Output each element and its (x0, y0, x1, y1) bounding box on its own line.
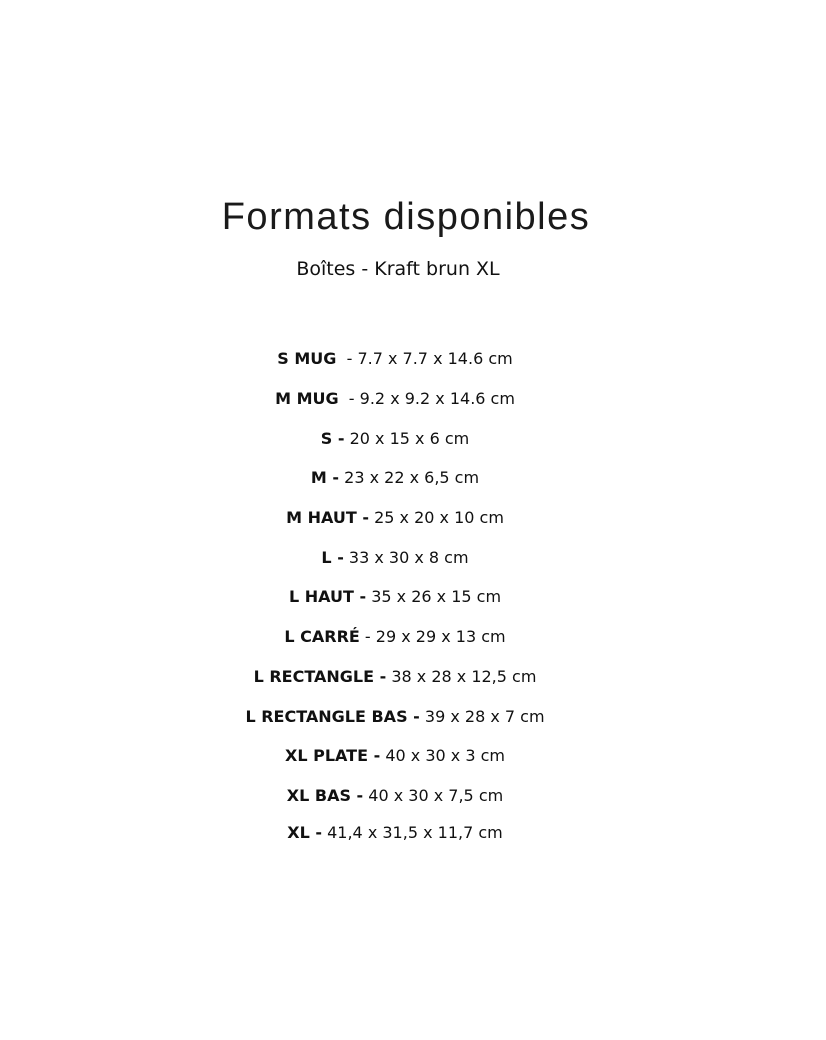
page-subtitle: Boîtes - Kraft brun XL (296, 258, 500, 280)
format-dimensions: - 7.7 x 7.7 x 14.6 cm (336, 349, 513, 369)
format-name: L RECTANGLE - (253, 666, 387, 686)
format-name: L RECTANGLE BAS - (245, 706, 420, 726)
format-name: XL - (287, 822, 323, 842)
format-row-l[interactable] (0, 537, 790, 577)
format-dimensions: 38 x 28 x 12,5 cm (386, 666, 537, 686)
format-name: M HAUT - (286, 508, 369, 528)
format-row-s-mug[interactable] (0, 339, 790, 379)
format-name: XL BAS - (286, 785, 364, 805)
format-name: M MUG (275, 389, 339, 409)
format-row-xl-bas[interactable] (0, 776, 790, 816)
format-dimensions: - 29 x 29 x 13 cm (359, 627, 506, 647)
format-name: L - (321, 547, 344, 567)
format-dimensions: 40 x 30 x 7,5 cm (363, 785, 504, 805)
format-dimensions: - 9.2 x 9.2 x 14.6 cm (338, 389, 515, 409)
format-row-l-haut[interactable] (0, 577, 790, 617)
format-name: XL PLATE - (285, 746, 381, 766)
format-row-m-haut[interactable] (0, 498, 790, 538)
formats-list (0, 339, 790, 855)
format-dimensions: 39 x 28 x 7 cm (419, 706, 545, 726)
format-name: S - (320, 428, 345, 448)
format-name: M - (310, 468, 340, 488)
format-dimensions: 25 x 20 x 10 cm (368, 508, 504, 528)
format-dimensions: 23 x 22 x 6,5 cm (339, 468, 480, 488)
format-dimensions: 41,4 x 31,5 x 11,7 cm (322, 822, 503, 842)
format-dimensions: 35 x 26 x 15 cm (366, 587, 502, 607)
format-row-s[interactable] (0, 418, 790, 458)
format-dimensions: 40 x 30 x 3 cm (380, 746, 505, 766)
page-title: Formats disponibles (221, 196, 591, 238)
format-row-l-carre[interactable] (0, 617, 790, 657)
format-row-m[interactable] (0, 458, 790, 498)
format-name: L HAUT - (288, 587, 367, 607)
format-dimensions: 33 x 30 x 8 cm (343, 547, 469, 567)
format-name: S MUG (277, 349, 337, 369)
format-row-xl-selected[interactable] (0, 815, 790, 855)
format-row-l-rectangle[interactable] (0, 657, 790, 697)
format-row-m-mug[interactable] (0, 379, 790, 419)
format-row-xl-plate[interactable] (0, 736, 790, 776)
format-name: L CARRÉ (284, 627, 360, 647)
format-dimensions: 20 x 15 x 6 cm (344, 428, 470, 448)
format-row-l-rectangle-bas[interactable] (0, 696, 790, 736)
